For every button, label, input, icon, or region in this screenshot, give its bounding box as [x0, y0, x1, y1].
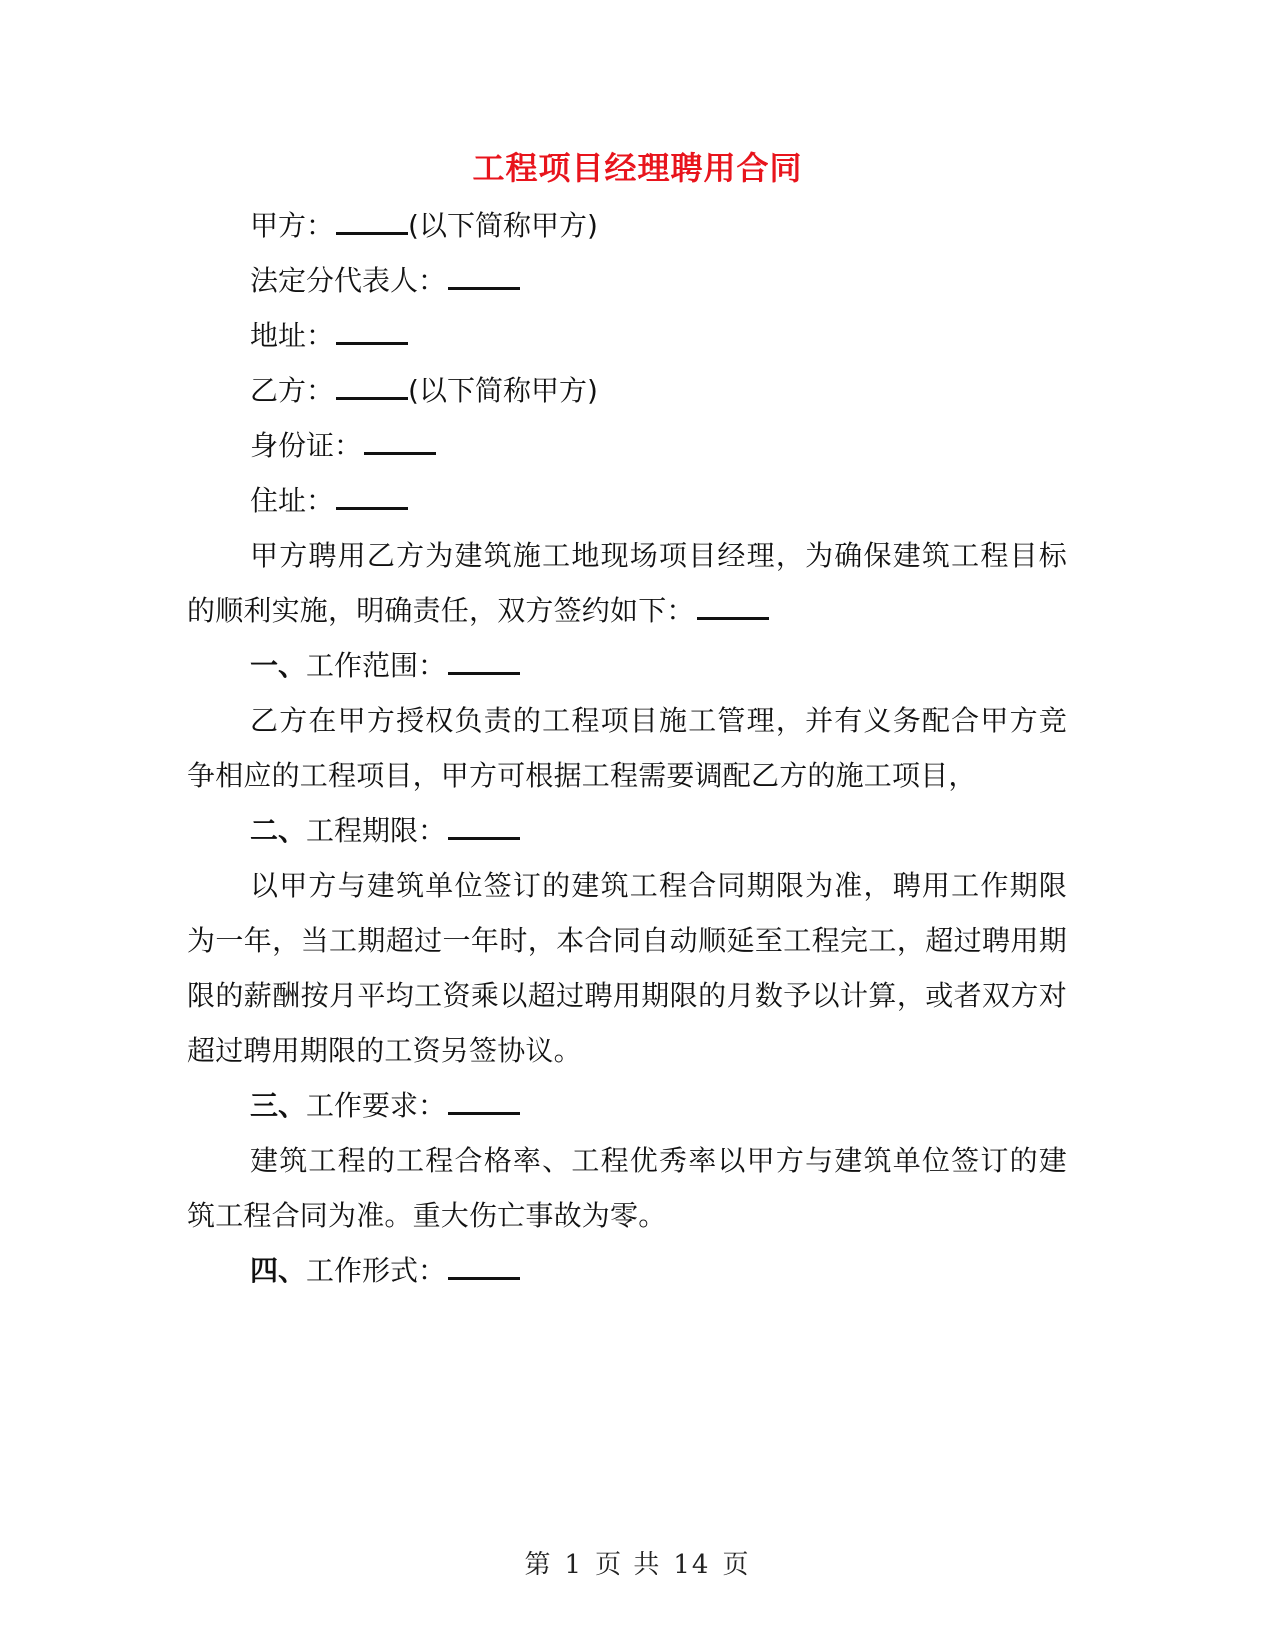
section-number: 一	[250, 649, 279, 682]
section-heading-text: 工作范围：	[306, 649, 447, 682]
legal-rep-blank	[448, 265, 520, 290]
section-blank	[448, 650, 520, 675]
section-heading	[187, 638, 1067, 693]
section-separator: 、	[278, 1254, 307, 1287]
address-line	[187, 308, 1067, 363]
section-heading-text: 工作要求：	[306, 1089, 447, 1122]
section-body: 以甲方与建筑单位签订的建筑工程合同期限为准，聘用工作期限为一年，当工期超过一年时，本合同自动顺延至工程完工，超过聘用期限的薪酬按月平均工资乘以超过聘用期限的月数予以计算，或者双方对超过聘用期限的工资另签协议。	[187, 869, 1067, 1067]
intro-paragraph	[187, 528, 1067, 638]
party-b-line	[187, 363, 1067, 418]
section-body: 建筑工程的工程合格率、工程优秀率以甲方与建筑单位签订的建筑工程合同为准。重大伤亡事故为零。	[187, 1144, 1067, 1232]
residence-blank	[336, 485, 408, 510]
footer-page-number: 1	[564, 1550, 584, 1580]
section-heading-text: 工作形式：	[306, 1254, 447, 1287]
id-blank	[364, 430, 436, 455]
address-blank	[336, 320, 408, 345]
legal-rep-line	[187, 253, 1067, 308]
section-heading	[187, 1243, 1067, 1298]
section-separator: 、	[278, 1089, 307, 1122]
section-number: 三	[250, 1089, 279, 1122]
footer-prefix: 第	[524, 1550, 553, 1580]
party-b-label: 乙方：	[250, 374, 335, 407]
section-heading	[187, 803, 1067, 858]
section-body: 乙方在甲方授权负责的工程项目施工管理，并有义务配合甲方竞争相应的工程项目，甲方可根据工程需要调配乙方的施工项目，	[187, 704, 1067, 792]
section-number: 二	[250, 814, 279, 847]
residence-line	[187, 473, 1067, 528]
party-b-suffix: (以下简称甲方)	[408, 374, 598, 407]
id-label: 身份证：	[250, 429, 363, 462]
section-blank	[448, 815, 520, 840]
address-label: 地址：	[250, 319, 335, 352]
footer-suffix: 页	[722, 1550, 751, 1580]
document-body	[187, 198, 1067, 1298]
party-b-blank	[336, 375, 408, 400]
party-a-label: 甲方：	[250, 209, 335, 242]
footer-total-pages: 14	[673, 1550, 711, 1580]
party-a-line	[187, 198, 1067, 253]
section-heading	[187, 1078, 1067, 1133]
section-blank	[448, 1090, 520, 1115]
party-a-blank	[336, 210, 408, 235]
section-separator: 、	[278, 649, 307, 682]
intro-blank	[697, 595, 769, 620]
section-separator: 、	[278, 814, 307, 847]
footer-middle: 页 共	[595, 1550, 662, 1580]
residence-label: 住址：	[250, 484, 335, 517]
legal-rep-label: 法定分代表人：	[250, 264, 447, 297]
document-title: 工程项目经理聘用合同	[472, 149, 803, 187]
section-heading-text: 工程期限：	[306, 814, 447, 847]
page-footer	[0, 1544, 1275, 1581]
section-blank	[448, 1255, 520, 1280]
section-number: 四	[250, 1254, 279, 1287]
intro-text: 甲方聘用乙方为建筑施工地现场项目经理，为确保建筑工程目标的顺利实施，明确责任，双方签约如下：	[187, 539, 1067, 627]
id-line	[187, 418, 1067, 473]
party-a-suffix: (以下简称甲方)	[408, 209, 598, 242]
